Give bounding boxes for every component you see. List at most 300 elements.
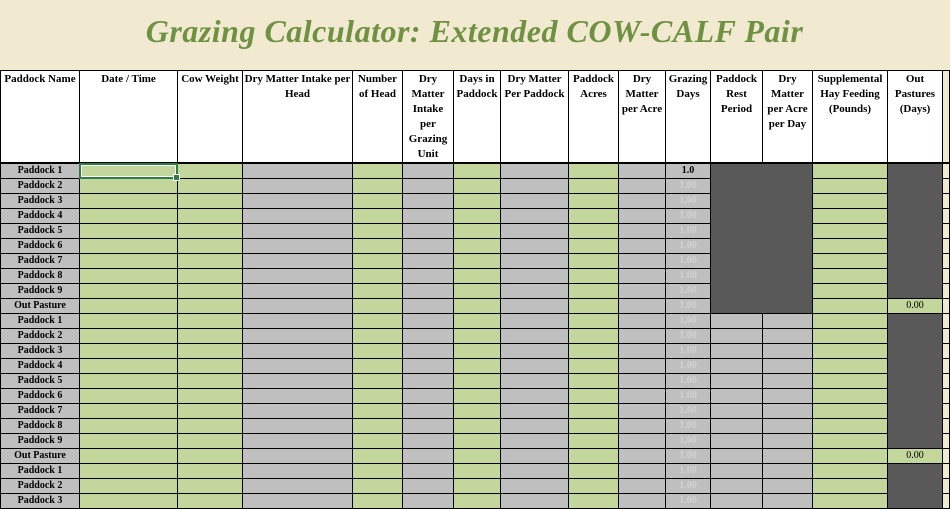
cell-date-time[interactable] xyxy=(80,344,178,359)
cell-dm-intake-per-grazing-unit[interactable] xyxy=(403,314,454,329)
cell-date-time[interactable] xyxy=(80,464,178,479)
cell-paddock-rest-period[interactable] xyxy=(711,434,763,449)
column-header-out_pastures_days[interactable]: Out Pastures (Days) xyxy=(888,71,943,164)
cell-supplemental-hay-feeding[interactable] xyxy=(813,179,888,194)
cell-date-time[interactable] xyxy=(80,299,178,314)
cell-grazing-days[interactable]: 1.00 xyxy=(666,209,711,224)
cell-paddock-acres[interactable] xyxy=(569,434,619,449)
cell-supplemental-hay-feeding[interactable] xyxy=(813,209,888,224)
cell-grazing-days[interactable]: 1.00 xyxy=(666,449,711,464)
cell-number-of-head[interactable] xyxy=(353,194,403,209)
cell-grazing-days[interactable]: 1.00 xyxy=(666,404,711,419)
cell-days-in-paddock[interactable] xyxy=(454,209,501,224)
cell-days-in-paddock[interactable] xyxy=(454,434,501,449)
cell-cow-weight[interactable] xyxy=(178,284,243,299)
row-label-cell[interactable]: Paddock 2 xyxy=(1,179,80,194)
row-label-cell[interactable]: Paddock 2 xyxy=(1,329,80,344)
cell-number-of-head[interactable] xyxy=(353,479,403,494)
cell-dm-per-acre-per-day[interactable] xyxy=(763,389,813,404)
cell-dm-per-paddock[interactable] xyxy=(501,359,569,374)
cell-days-in-paddock[interactable] xyxy=(454,464,501,479)
row-label-cell[interactable]: Out Pasture xyxy=(1,449,80,464)
cell-supplemental-hay-feeding[interactable] xyxy=(813,464,888,479)
cell-dm-per-acre[interactable] xyxy=(619,179,666,194)
cell-dm-intake-per-head[interactable] xyxy=(243,224,353,239)
cell-date-time[interactable] xyxy=(80,449,178,464)
cell-days-in-paddock[interactable] xyxy=(454,163,501,179)
row-label-cell[interactable]: Paddock 6 xyxy=(1,239,80,254)
cell-supplemental-hay-feeding[interactable] xyxy=(813,284,888,299)
cell-paddock-acres[interactable] xyxy=(569,449,619,464)
cell-days-in-paddock[interactable] xyxy=(454,449,501,464)
cell-dm-intake-per-head[interactable] xyxy=(243,329,353,344)
cell-paddock-acres[interactable] xyxy=(569,254,619,269)
cell-cow-weight[interactable] xyxy=(178,224,243,239)
cell-dm-per-acre[interactable] xyxy=(619,194,666,209)
cell-paddock-acres[interactable] xyxy=(569,299,619,314)
cell-dm-intake-per-grazing-unit[interactable] xyxy=(403,299,454,314)
cell-number-of-head[interactable] xyxy=(353,404,403,419)
cell-dm-per-acre[interactable] xyxy=(619,163,666,179)
row-label-cell[interactable]: Paddock 9 xyxy=(1,284,80,299)
cell-date-time[interactable] xyxy=(80,404,178,419)
cell-supplemental-hay-feeding[interactable] xyxy=(813,494,888,509)
cell-dm-intake-per-grazing-unit[interactable] xyxy=(403,284,454,299)
cell-dm-per-acre[interactable] xyxy=(619,314,666,329)
cell-paddock-acres[interactable] xyxy=(569,284,619,299)
cell-grazing-days[interactable]: 1.00 xyxy=(666,314,711,329)
cell-number-of-head[interactable] xyxy=(353,239,403,254)
cell-grazing-days[interactable]: 1.00 xyxy=(666,434,711,449)
cell-paddock-rest-period[interactable] xyxy=(711,449,763,464)
cell-dm-per-acre[interactable] xyxy=(619,389,666,404)
cell-paddock-acres[interactable] xyxy=(569,329,619,344)
row-label-cell[interactable]: Paddock 5 xyxy=(1,374,80,389)
row-label-cell[interactable]: Paddock 7 xyxy=(1,404,80,419)
cell-dm-per-acre[interactable] xyxy=(619,299,666,314)
cell-days-in-paddock[interactable] xyxy=(454,314,501,329)
cell-dm-per-acre-per-day[interactable] xyxy=(763,374,813,389)
cell-dm-per-acre[interactable] xyxy=(619,479,666,494)
cell-dm-per-paddock[interactable] xyxy=(501,389,569,404)
cell-paddock-rest-period[interactable] xyxy=(711,329,763,344)
cell-paddock-acres[interactable] xyxy=(569,494,619,509)
cell-dm-intake-per-grazing-unit[interactable] xyxy=(403,389,454,404)
cell-dm-intake-per-grazing-unit[interactable] xyxy=(403,254,454,269)
cell-dm-per-paddock[interactable] xyxy=(501,254,569,269)
cell-paddock-acres[interactable] xyxy=(569,239,619,254)
row-label-cell[interactable]: Out Pasture xyxy=(1,299,80,314)
cell-dm-per-acre[interactable] xyxy=(619,464,666,479)
column-header-paddock_rest_period[interactable]: Paddock Rest Period xyxy=(711,71,763,164)
cell-dm-intake-per-head[interactable] xyxy=(243,269,353,284)
cell-supplemental-hay-feeding[interactable] xyxy=(813,344,888,359)
row-label-cell[interactable]: Paddock 3 xyxy=(1,344,80,359)
cell-dm-intake-per-grazing-unit[interactable] xyxy=(403,479,454,494)
cell-dm-intake-per-grazing-unit[interactable] xyxy=(403,179,454,194)
cell-number-of-head[interactable] xyxy=(353,269,403,284)
cell-cow-weight[interactable] xyxy=(178,449,243,464)
cell-number-of-head[interactable] xyxy=(353,374,403,389)
column-header-paddock_acres[interactable]: Paddock Acres xyxy=(569,71,619,164)
cell-dm-per-acre-per-day[interactable] xyxy=(763,449,813,464)
cell-dm-per-paddock[interactable] xyxy=(501,329,569,344)
cell-cow-weight[interactable] xyxy=(178,163,243,179)
cell-dm-per-paddock[interactable] xyxy=(501,464,569,479)
cell-supplemental-hay-feeding[interactable] xyxy=(813,194,888,209)
cell-number-of-head[interactable] xyxy=(353,389,403,404)
cell-date-time[interactable] xyxy=(80,389,178,404)
row-label-cell[interactable]: Paddock 6 xyxy=(1,389,80,404)
cell-number-of-head[interactable] xyxy=(353,284,403,299)
cell-date-time[interactable] xyxy=(80,194,178,209)
cell-paddock-acres[interactable] xyxy=(569,464,619,479)
cell-date-time[interactable] xyxy=(80,374,178,389)
cell-days-in-paddock[interactable] xyxy=(454,404,501,419)
cell-days-in-paddock[interactable] xyxy=(454,284,501,299)
cell-supplemental-hay-feeding[interactable] xyxy=(813,329,888,344)
cell-cow-weight[interactable] xyxy=(178,299,243,314)
cell-dm-per-acre[interactable] xyxy=(619,284,666,299)
cell-date-time[interactable] xyxy=(80,359,178,374)
column-header-days_in_paddock[interactable]: Days in Paddock xyxy=(454,71,501,164)
column-header-cow_weight[interactable]: Cow Weight xyxy=(178,71,243,164)
cell-days-in-paddock[interactable] xyxy=(454,389,501,404)
cell-dm-per-paddock[interactable] xyxy=(501,224,569,239)
cell-paddock-acres[interactable] xyxy=(569,163,619,179)
cell-date-time[interactable] xyxy=(80,284,178,299)
cell-grazing-days[interactable]: 1.00 xyxy=(666,299,711,314)
row-label-cell[interactable]: Paddock 7 xyxy=(1,254,80,269)
cell-cow-weight[interactable] xyxy=(178,179,243,194)
cell-dm-intake-per-head[interactable] xyxy=(243,374,353,389)
cell-supplemental-hay-feeding[interactable] xyxy=(813,299,888,314)
cell-dm-intake-per-grazing-unit[interactable] xyxy=(403,329,454,344)
cell-grazing-days[interactable]: 1.00 xyxy=(666,194,711,209)
cell-date-time[interactable] xyxy=(80,494,178,509)
cell-supplemental-hay-feeding[interactable] xyxy=(813,239,888,254)
cell-cow-weight[interactable] xyxy=(178,404,243,419)
cell-dm-per-acre-per-day[interactable] xyxy=(763,494,813,509)
cell-dm-intake-per-head[interactable] xyxy=(243,479,353,494)
cell-days-in-paddock[interactable] xyxy=(454,479,501,494)
column-header-dm_intake_per_head[interactable]: Dry Matter Intake per Head xyxy=(243,71,353,164)
cell-number-of-head[interactable] xyxy=(353,179,403,194)
row-label-cell[interactable]: Paddock 1 xyxy=(1,464,80,479)
cell-dm-per-paddock[interactable] xyxy=(501,344,569,359)
cell-number-of-head[interactable] xyxy=(353,329,403,344)
cell-cow-weight[interactable] xyxy=(178,419,243,434)
cell-dm-per-acre[interactable] xyxy=(619,344,666,359)
cell-paddock-acres[interactable] xyxy=(569,374,619,389)
cell-dm-intake-per-grazing-unit[interactable] xyxy=(403,419,454,434)
cell-cow-weight[interactable] xyxy=(178,314,243,329)
cell-dm-intake-per-grazing-unit[interactable] xyxy=(403,163,454,179)
column-header-supplemental_hay_feeding[interactable]: Supplemental Hay Feeding (Pounds) xyxy=(813,71,888,164)
cell-dm-per-paddock[interactable] xyxy=(501,434,569,449)
cell-dm-per-paddock[interactable] xyxy=(501,374,569,389)
row-label-cell[interactable]: Paddock 1 xyxy=(1,163,80,179)
cell-paddock-acres[interactable] xyxy=(569,314,619,329)
cell-number-of-head[interactable] xyxy=(353,254,403,269)
cell-cow-weight[interactable] xyxy=(178,434,243,449)
cell-number-of-head[interactable] xyxy=(353,359,403,374)
cell-number-of-head[interactable] xyxy=(353,494,403,509)
cell-dm-per-acre-per-day[interactable] xyxy=(763,479,813,494)
row-label-cell[interactable]: Paddock 5 xyxy=(1,224,80,239)
cell-dm-per-paddock[interactable] xyxy=(501,419,569,434)
cell-paddock-acres[interactable] xyxy=(569,359,619,374)
cell-dm-per-paddock[interactable] xyxy=(501,299,569,314)
cell-supplemental-hay-feeding[interactable] xyxy=(813,254,888,269)
cell-dm-intake-per-head[interactable] xyxy=(243,179,353,194)
cell-date-time[interactable] xyxy=(80,329,178,344)
column-header-date_time[interactable]: Date / Time xyxy=(80,71,178,164)
cell-dm-per-acre-per-day[interactable] xyxy=(763,464,813,479)
cell-dm-per-acre-per-day[interactable] xyxy=(763,344,813,359)
cell-dm-per-paddock[interactable] xyxy=(501,479,569,494)
cell-dm-per-acre-per-day[interactable] xyxy=(763,404,813,419)
cell-days-in-paddock[interactable] xyxy=(454,494,501,509)
cell-grazing-days[interactable]: 1.00 xyxy=(666,464,711,479)
column-header-next_column_sliver[interactable] xyxy=(943,71,950,164)
cell-days-in-paddock[interactable] xyxy=(454,299,501,314)
cell-paddock-acres[interactable] xyxy=(569,389,619,404)
cell-grazing-days[interactable]: 1.00 xyxy=(666,329,711,344)
cell-dm-intake-per-head[interactable] xyxy=(243,194,353,209)
cell-dm-per-acre[interactable] xyxy=(619,224,666,239)
cell-supplemental-hay-feeding[interactable] xyxy=(813,479,888,494)
cell-dm-intake-per-head[interactable] xyxy=(243,404,353,419)
cell-cow-weight[interactable] xyxy=(178,464,243,479)
column-header-paddock_name[interactable]: Paddock Name xyxy=(1,71,80,164)
cell-dm-intake-per-head[interactable] xyxy=(243,494,353,509)
cell-supplemental-hay-feeding[interactable] xyxy=(813,314,888,329)
column-header-grazing_days[interactable]: Grazing Days xyxy=(666,71,711,164)
cell-grazing-days[interactable]: 1.00 xyxy=(666,359,711,374)
cell-dm-per-acre-per-day[interactable] xyxy=(763,314,813,329)
column-header-dm_per_acre_per_day[interactable]: Dry Matter per Acre per Day xyxy=(763,71,813,164)
cell-paddock-acres[interactable] xyxy=(569,224,619,239)
cell-days-in-paddock[interactable] xyxy=(454,194,501,209)
row-label-cell[interactable]: Paddock 4 xyxy=(1,209,80,224)
cell-number-of-head[interactable] xyxy=(353,449,403,464)
column-header-dm_per_acre[interactable]: Dry Matter per Acre xyxy=(619,71,666,164)
cell-dm-per-paddock[interactable] xyxy=(501,404,569,419)
cell-grazing-days[interactable]: 1.00 xyxy=(666,389,711,404)
cell-cow-weight[interactable] xyxy=(178,269,243,284)
cell-dm-per-acre[interactable] xyxy=(619,404,666,419)
cell-paddock-acres[interactable] xyxy=(569,209,619,224)
cell-dm-per-paddock[interactable] xyxy=(501,284,569,299)
cell-dm-per-acre-per-day[interactable] xyxy=(763,434,813,449)
cell-dm-per-acre[interactable] xyxy=(619,374,666,389)
cell-dm-intake-per-head[interactable] xyxy=(243,299,353,314)
cell-number-of-head[interactable] xyxy=(353,419,403,434)
cell-dm-intake-per-grazing-unit[interactable] xyxy=(403,269,454,284)
cell-cow-weight[interactable] xyxy=(178,389,243,404)
cell-grazing-days[interactable]: 1.0 xyxy=(666,163,711,179)
column-header-dm_per_paddock[interactable]: Dry Matter Per Paddock xyxy=(501,71,569,164)
cell-grazing-days[interactable]: 1.00 xyxy=(666,344,711,359)
cell-grazing-days[interactable]: 1.00 xyxy=(666,494,711,509)
row-label-cell[interactable]: Paddock 3 xyxy=(1,494,80,509)
cell-cow-weight[interactable] xyxy=(178,359,243,374)
cell-days-in-paddock[interactable] xyxy=(454,224,501,239)
cell-supplemental-hay-feeding[interactable] xyxy=(813,449,888,464)
cell-grazing-days[interactable]: 1.00 xyxy=(666,284,711,299)
cell-dm-intake-per-head[interactable] xyxy=(243,239,353,254)
cell-paddock-acres[interactable] xyxy=(569,179,619,194)
cell-cow-weight[interactable] xyxy=(178,329,243,344)
cell-days-in-paddock[interactable] xyxy=(454,419,501,434)
cell-dm-per-paddock[interactable] xyxy=(501,194,569,209)
selected-cell[interactable] xyxy=(80,163,178,179)
cell-date-time[interactable] xyxy=(80,179,178,194)
cell-grazing-days[interactable]: 1.00 xyxy=(666,374,711,389)
cell-dm-per-paddock[interactable] xyxy=(501,179,569,194)
cell-date-time[interactable] xyxy=(80,224,178,239)
cell-supplemental-hay-feeding[interactable] xyxy=(813,224,888,239)
cell-dm-per-acre-per-day[interactable] xyxy=(763,359,813,374)
cell-days-in-paddock[interactable] xyxy=(454,179,501,194)
cell-dm-intake-per-head[interactable] xyxy=(243,464,353,479)
cell-grazing-days[interactable]: 1.00 xyxy=(666,254,711,269)
cell-grazing-days[interactable]: 1.00 xyxy=(666,224,711,239)
cell-dm-intake-per-head[interactable] xyxy=(243,284,353,299)
row-label-cell[interactable]: Paddock 8 xyxy=(1,269,80,284)
cell-dm-per-acre[interactable] xyxy=(619,359,666,374)
row-label-cell[interactable]: Paddock 1 xyxy=(1,314,80,329)
cell-number-of-head[interactable] xyxy=(353,464,403,479)
cell-dm-per-acre[interactable] xyxy=(619,419,666,434)
cell-grazing-days[interactable]: 1.00 xyxy=(666,419,711,434)
cell-date-time[interactable] xyxy=(80,419,178,434)
cell-dm-intake-per-grazing-unit[interactable] xyxy=(403,344,454,359)
cell-dm-intake-per-grazing-unit[interactable] xyxy=(403,209,454,224)
cell-dm-intake-per-grazing-unit[interactable] xyxy=(403,494,454,509)
cell-dm-per-paddock[interactable] xyxy=(501,209,569,224)
cell-paddock-rest-period[interactable] xyxy=(711,374,763,389)
cell-dm-intake-per-grazing-unit[interactable] xyxy=(403,404,454,419)
cell-grazing-days[interactable]: 1.00 xyxy=(666,479,711,494)
cell-dm-intake-per-head[interactable] xyxy=(243,419,353,434)
cell-grazing-days[interactable]: 1.00 xyxy=(666,269,711,284)
cell-paddock-acres[interactable] xyxy=(569,344,619,359)
cell-dm-intake-per-head[interactable] xyxy=(243,209,353,224)
cell-cow-weight[interactable] xyxy=(178,239,243,254)
cell-dm-per-acre[interactable] xyxy=(619,329,666,344)
cell-dm-intake-per-head[interactable] xyxy=(243,449,353,464)
cell-dm-per-paddock[interactable] xyxy=(501,269,569,284)
cell-paddock-acres[interactable] xyxy=(569,269,619,284)
cell-dm-per-paddock[interactable] xyxy=(501,314,569,329)
row-label-cell[interactable]: Paddock 3 xyxy=(1,194,80,209)
cell-supplemental-hay-feeding[interactable] xyxy=(813,163,888,179)
cell-dm-per-acre[interactable] xyxy=(619,269,666,284)
row-label-cell[interactable]: Paddock 2 xyxy=(1,479,80,494)
cell-paddock-rest-period[interactable] xyxy=(711,389,763,404)
cell-paddock-rest-period[interactable] xyxy=(711,344,763,359)
cell-days-in-paddock[interactable] xyxy=(454,254,501,269)
cell-paddock-acres[interactable] xyxy=(569,479,619,494)
cell-supplemental-hay-feeding[interactable] xyxy=(813,419,888,434)
cell-dm-per-paddock[interactable] xyxy=(501,494,569,509)
cell-cow-weight[interactable] xyxy=(178,254,243,269)
cell-date-time[interactable] xyxy=(80,479,178,494)
cell-supplemental-hay-feeding[interactable] xyxy=(813,404,888,419)
row-label-cell[interactable]: Paddock 4 xyxy=(1,359,80,374)
cell-dm-per-acre[interactable] xyxy=(619,239,666,254)
cell-date-time[interactable] xyxy=(80,239,178,254)
cell-paddock-rest-period[interactable] xyxy=(711,419,763,434)
cell-number-of-head[interactable] xyxy=(353,344,403,359)
cell-dm-intake-per-head[interactable] xyxy=(243,163,353,179)
cell-dm-per-acre[interactable] xyxy=(619,209,666,224)
cell-number-of-head[interactable] xyxy=(353,224,403,239)
cell-dm-intake-per-grazing-unit[interactable] xyxy=(403,434,454,449)
cell-number-of-head[interactable] xyxy=(353,434,403,449)
cell-days-in-paddock[interactable] xyxy=(454,374,501,389)
cell-dm-per-acre[interactable] xyxy=(619,434,666,449)
cell-paddock-acres[interactable] xyxy=(569,419,619,434)
cell-days-in-paddock[interactable] xyxy=(454,269,501,284)
cell-paddock-rest-period[interactable] xyxy=(711,479,763,494)
cell-dm-per-acre[interactable] xyxy=(619,254,666,269)
cell-days-in-paddock[interactable] xyxy=(454,239,501,254)
cell-number-of-head[interactable] xyxy=(353,299,403,314)
cell-dm-per-acre[interactable] xyxy=(619,449,666,464)
cell-supplemental-hay-feeding[interactable] xyxy=(813,434,888,449)
cell-dm-intake-per-grazing-unit[interactable] xyxy=(403,464,454,479)
cell-dm-intake-per-head[interactable] xyxy=(243,344,353,359)
cell-dm-intake-per-head[interactable] xyxy=(243,389,353,404)
cell-number-of-head[interactable] xyxy=(353,209,403,224)
cell-cow-weight[interactable] xyxy=(178,209,243,224)
row-label-cell[interactable]: Paddock 8 xyxy=(1,419,80,434)
cell-cow-weight[interactable] xyxy=(178,494,243,509)
cell-dm-intake-per-grazing-unit[interactable] xyxy=(403,449,454,464)
cell-date-time[interactable] xyxy=(80,314,178,329)
column-header-number_of_head[interactable]: Number of Head xyxy=(353,71,403,164)
fill-handle[interactable] xyxy=(173,174,180,181)
cell-days-in-paddock[interactable] xyxy=(454,329,501,344)
cell-dm-per-paddock[interactable] xyxy=(501,163,569,179)
cell-dm-per-acre-per-day[interactable] xyxy=(763,419,813,434)
cell-paddock-acres[interactable] xyxy=(569,404,619,419)
cell-date-time[interactable] xyxy=(80,434,178,449)
cell-dm-intake-per-grazing-unit[interactable] xyxy=(403,239,454,254)
cell-number-of-head[interactable] xyxy=(353,163,403,179)
cell-dm-intake-per-head[interactable] xyxy=(243,314,353,329)
cell-supplemental-hay-feeding[interactable] xyxy=(813,389,888,404)
cell-date-time[interactable] xyxy=(80,209,178,224)
column-header-dm_intake_per_grazing_unit[interactable]: Dry Matter Intake per Grazing Unit xyxy=(403,71,454,164)
cell-paddock-rest-period[interactable] xyxy=(711,359,763,374)
cell-dm-intake-per-head[interactable] xyxy=(243,359,353,374)
cell-date-time[interactable] xyxy=(80,254,178,269)
cell-supplemental-hay-feeding[interactable] xyxy=(813,269,888,284)
out-pasture-days-value[interactable]: 0.00 xyxy=(888,299,943,314)
cell-paddock-rest-period[interactable] xyxy=(711,404,763,419)
cell-dm-intake-per-head[interactable] xyxy=(243,434,353,449)
cell-dm-per-acre-per-day[interactable] xyxy=(763,329,813,344)
cell-paddock-rest-period[interactable] xyxy=(711,494,763,509)
cell-paddock-rest-period[interactable] xyxy=(711,314,763,329)
cell-dm-per-paddock[interactable] xyxy=(501,239,569,254)
cell-dm-per-acre[interactable] xyxy=(619,494,666,509)
cell-cow-weight[interactable] xyxy=(178,374,243,389)
